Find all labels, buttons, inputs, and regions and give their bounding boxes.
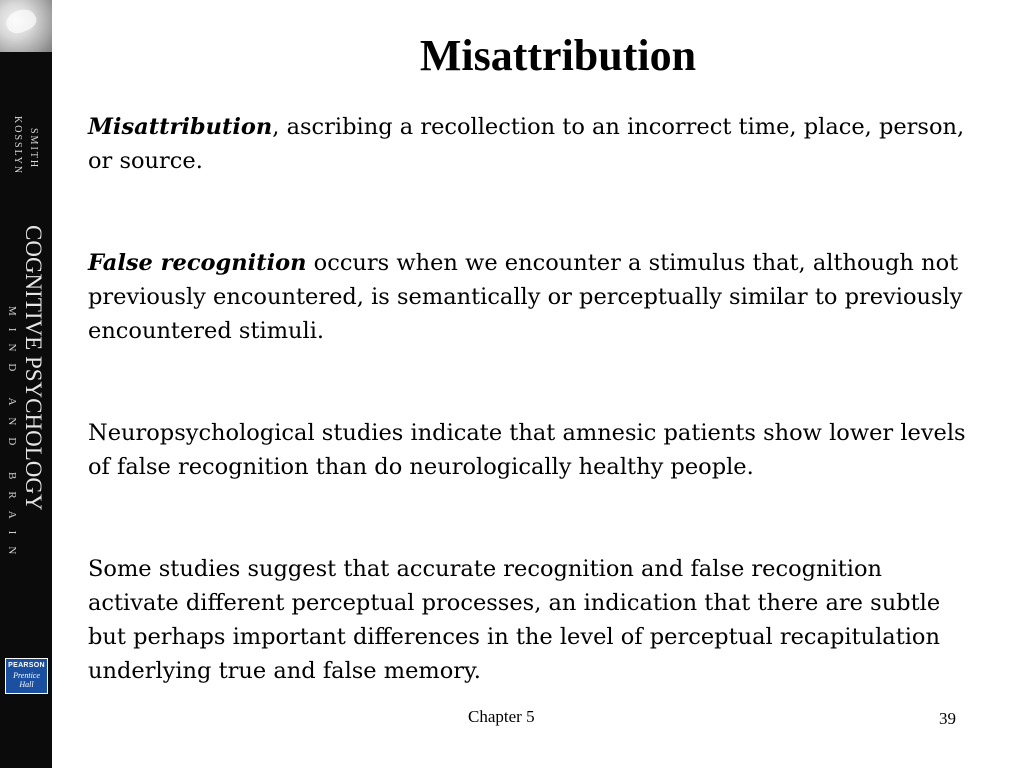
spine-book-title: COGNITIVE PSYCHOLOGY — [21, 225, 46, 511]
prentice-hall-text — [6, 671, 47, 689]
spine-author-smith: SMITH — [28, 128, 39, 170]
pearson-logo-text: PEARSON — [8, 662, 45, 669]
term-false-recognition: False recognition — [88, 250, 307, 276]
term-misattribution: Misattribution — [88, 114, 273, 140]
spine-author-kosslyn: KOSSLYN — [12, 116, 23, 176]
paragraph-false-recognition — [88, 246, 978, 348]
spine-cover-photo — [0, 0, 52, 52]
slide-title: Misattribution — [419, 31, 697, 80]
paragraph-text: , ascribing a recollection to an incorrect time, place, person, or source. — [88, 114, 965, 174]
hall-text: Hall — [19, 680, 34, 689]
footer-page-number: 39 — [939, 709, 956, 728]
paragraph-text: occurs when we encounter a stimulus that, although not previously encountered, is semantically or perceptually similar to previously encountered stimuli. — [88, 250, 963, 344]
paragraph-misattribution — [88, 110, 978, 178]
footer-chapter: Chapter 5 — [468, 707, 535, 726]
paragraph-perceptual-processes: Some studies suggest that accurate recognition and false recognition activate different perceptual processes, an indication that there are subtle but perhaps important differences in the level of perceptual recapitulation underlying true and false memory. — [88, 556, 941, 684]
paragraph-neuropsychological-studies: Neuropsychological studies indicate that amnesic patients show lower levels of false recognition than do neurologically healthy people. — [88, 420, 966, 480]
prentice-text: Prentice — [13, 671, 40, 680]
book-spine — [0, 0, 52, 768]
pearson-logo — [5, 658, 48, 694]
spine-book-subtitle: MIND AND BRAIN — [6, 306, 18, 567]
